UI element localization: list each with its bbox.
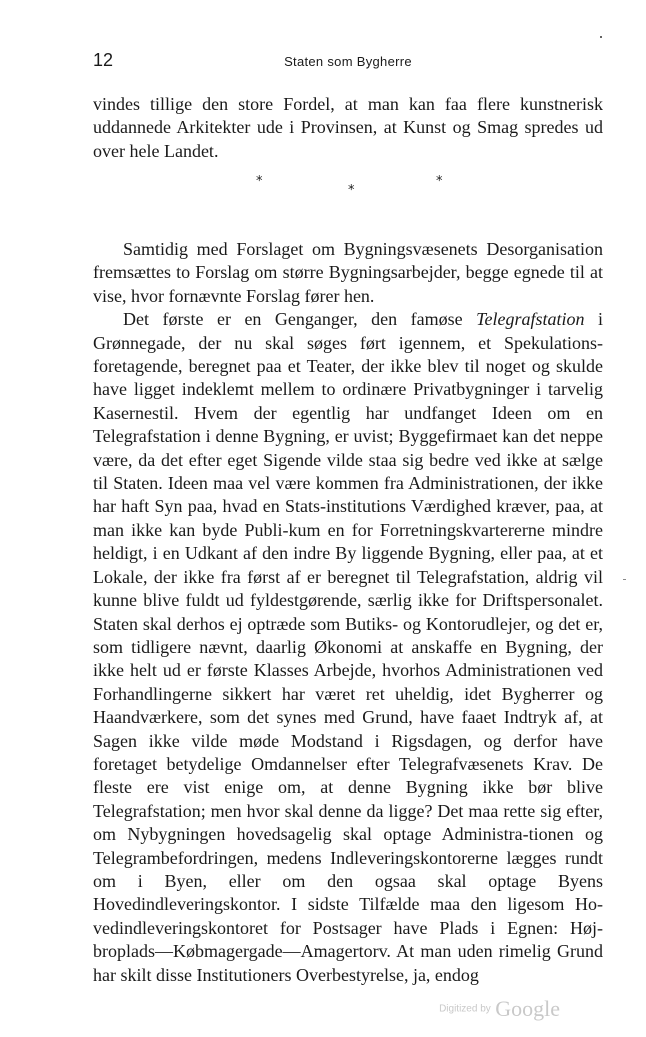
margin-mark bbox=[623, 579, 626, 580]
section-separator bbox=[93, 174, 603, 204]
running-head: Staten som Bygherre bbox=[284, 54, 412, 69]
page-header bbox=[93, 50, 603, 74]
paragraph-continued bbox=[93, 93, 603, 163]
watermark-prefix: Digitized by bbox=[439, 1003, 491, 1015]
asterisk-left: * bbox=[256, 174, 263, 189]
paragraph-2: Samtidig med Forslaget om Bygningsvæsenets Desorganisation fremsættes to Forslag om større Bygningsarbejder, begge egnede til at vise, hvor fornævnte Forslag fører hen. bbox=[93, 239, 603, 306]
paragraph-3-rest: i Grønnegade, der nu skal søges ført igennem, et Spekulations-foretagende, beregnet paa et Teater, der ikke blev til noget og skulde have ligget indeklemt mellem to ordinære Privatbygninger i tarvelig Kasernestil. Hvem der egentlig har undfanget Ideen om en Telegrafstation i denne Bygning, er uvist; Byggefirmaet kan det neppe være, da det efter eget Sigende vilde staa sig bedre ved ikke at sælge til Staten. Ideen maa vel være kommen fra Administrationen, der ikke har haft Syn paa, hvad en Stats-institutions Værdighed kræver, paa, at man ikke kan byde Publi-kum en for Forretningskvartererne mindre heldigt, i en Udkant af den indre By liggende Bygning, eller paa, at et Lokale, der ikke fra først af er beregnet til Telegrafstation, aldrig vil kunne blive fuldt ud fyldestgørende, særlig ikke for Driftspersonalet. Staten skal derhos ej optræde som Butiks- og Kontorudlejer, og det er, som tidligere nævnt, daarlig Økonomi at anskaffe en Bygning, der ikke helt ud er første Klasses Arbejde, hvorhos Administrationen ved Forhandlingerne sikkert har været ret uheldig, idet Bygherrer og Haandværkere, som det synes med Grund, have faaet Indtryk af, at Sagen ikke vilde møde Modstand i Rigsdagen, og derfor have foretaget betydelige Omdannelser efter Telegrafvæsenets Krav. De fleste ere vist enige om, at denne Bygning ikke bør blive Telegrafstation; men hvor skal denne da ligge? Det maa rette sig efter, om Nybygningen hovedsagelig skal optage Administra-tionen og Telegrambefordringen, medens Indleveringskontorerne lægges rundt om i Byen, eller om den ogsaa skal optage Byens Hovedindleveringskontor. I sidste Tilfælde maa den ligesom Ho-vedindleveringskontoret for Postsager have Plads i Egnen: Høj-broplads—Købmagergade—Amagertorv. At man uden rimelig Grund har skilt disse Institutioners Overbestyrelse, ja, endog bbox=[93, 309, 603, 985]
digitization-watermark bbox=[439, 996, 560, 1022]
paragraph-3 bbox=[93, 308, 603, 987]
paragraph-1: vindes tillige den store Fordel, at man kan faa flere kunstnerisk uddannede Arkitekter ude i Provinsen, at Kunst og Smag spredes ud over hele Landet. bbox=[93, 94, 603, 161]
paragraph-3-start: Det første er en Genganger, den famøse bbox=[123, 309, 477, 330]
asterisk-middle: * bbox=[348, 183, 355, 198]
main-text bbox=[93, 238, 603, 987]
asterisk-right: * bbox=[436, 174, 443, 189]
corner-speck bbox=[600, 36, 602, 38]
italic-term-telegrafstation: Telegrafstation bbox=[476, 309, 585, 330]
google-logo: Google bbox=[495, 996, 560, 1021]
page-number: 12 bbox=[93, 50, 114, 70]
